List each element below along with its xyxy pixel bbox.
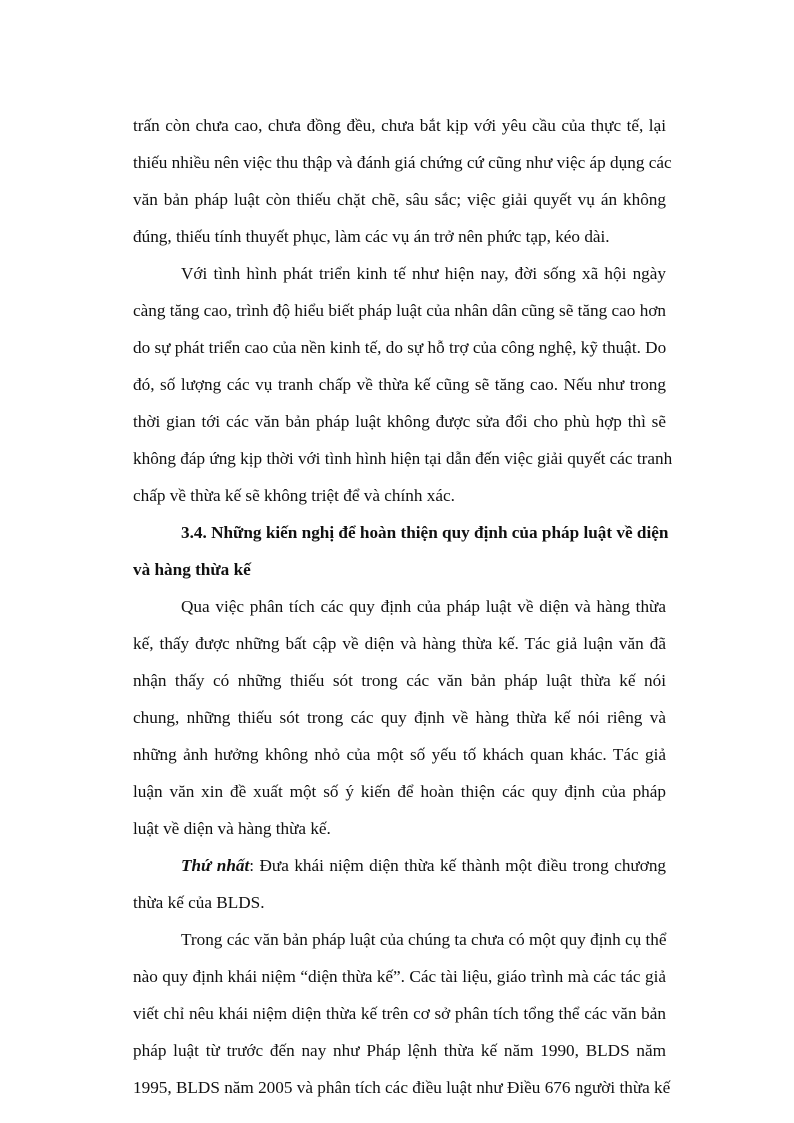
text-line: nào quy định khái niệm “diện thừa kế”. Các tài liệu, giáo trình mà các tác giả [133, 967, 666, 986]
text-line: thiếu nhiều nên việc thu thập và đánh giá chứng cứ cũng như việc áp dụng các [133, 153, 672, 172]
text-line: pháp luật từ trước đến nay như Pháp lệnh thừa kế năm 1990, BLDS năm [133, 1041, 666, 1060]
text-line: viết chỉ nêu khái niệm diện thừa kế trên cơ sở phân tích tổng thể các văn bản [133, 1004, 666, 1023]
section-heading-continued: và hàng thừa kế [133, 560, 251, 579]
text-line: kế, thấy được những bất cập về diện và hàng thừa kế. Tác giả luận văn đã [133, 634, 666, 653]
text-line: luận văn xin đề xuất một số ý kiến để hoàn thiện các quy định của pháp [133, 782, 666, 801]
text-line: nhận thấy có những thiếu sót trong các văn bản pháp luật thừa kế nói [133, 671, 666, 690]
text-line: càng tăng cao, trình độ hiểu biết pháp luật của nhân dân cũng sẽ tăng cao hơn [133, 301, 666, 320]
text-line: 1995, BLDS năm 2005 và phân tích các điều luật như Điều 676 người thừa kế [133, 1078, 671, 1097]
text-span: : Đưa khái niệm diện thừa kế thành một điều trong chương [249, 856, 667, 875]
text-line: đúng, thiếu tính thuyết phục, làm các vụ án trở nên phức tạp, kéo dài. [133, 227, 610, 246]
paragraph-first-line: Qua việc phân tích các quy định của pháp luật về diện và hàng thừa [181, 597, 666, 616]
text-line: luật về diện và hàng thừa kế. [133, 819, 331, 838]
paragraph-first-line [181, 854, 666, 878]
text-line: thời gian tới các văn bản pháp luật không được sửa đổi cho phù hợp thì sẽ [133, 412, 666, 431]
text-line: những ảnh hưởng không nhỏ của một số yếu tố khách quan khác. Tác giả [133, 745, 666, 764]
text-line: chung, những thiếu sót trong các quy định về hàng thừa kế nói riêng và [133, 708, 666, 727]
text-line: chấp về thừa kế sẽ không triệt để và chính xác. [133, 486, 455, 505]
text-line: đó, số lượng các vụ tranh chấp về thừa kế cũng sẽ tăng cao. Nếu như trong [133, 375, 666, 394]
text-line: trấn còn chưa cao, chưa đồng đều, chưa bắt kịp với yêu cầu của thực tế, lại [133, 116, 666, 135]
text-line: thừa kế của BLDS. [133, 893, 265, 912]
text-line: không đáp ứng kịp thời với tình hình hiện tại dẫn đến việc giải quyết các tranh [133, 449, 673, 468]
text-line: do sự phát triển cao của nền kinh tế, do sự hỗ trợ của công nghệ, kỹ thuật. Do [133, 338, 667, 357]
paragraph-first-line: Với tình hình phát triển kinh tế như hiện nay, đời sống xã hội ngày [181, 264, 666, 283]
text-line: văn bản pháp luật còn thiếu chặt chẽ, sâu sắc; việc giải quyết vụ án không [133, 190, 666, 209]
paragraph-first-line: Trong các văn bản pháp luật của chúng ta chưa có một quy định cụ thể [181, 930, 667, 949]
emphasis-thu-nhat: Thứ nhất [181, 856, 250, 875]
section-heading: 3.4. Những kiến nghị để hoàn thiện quy định của pháp luật về diện [181, 523, 669, 542]
